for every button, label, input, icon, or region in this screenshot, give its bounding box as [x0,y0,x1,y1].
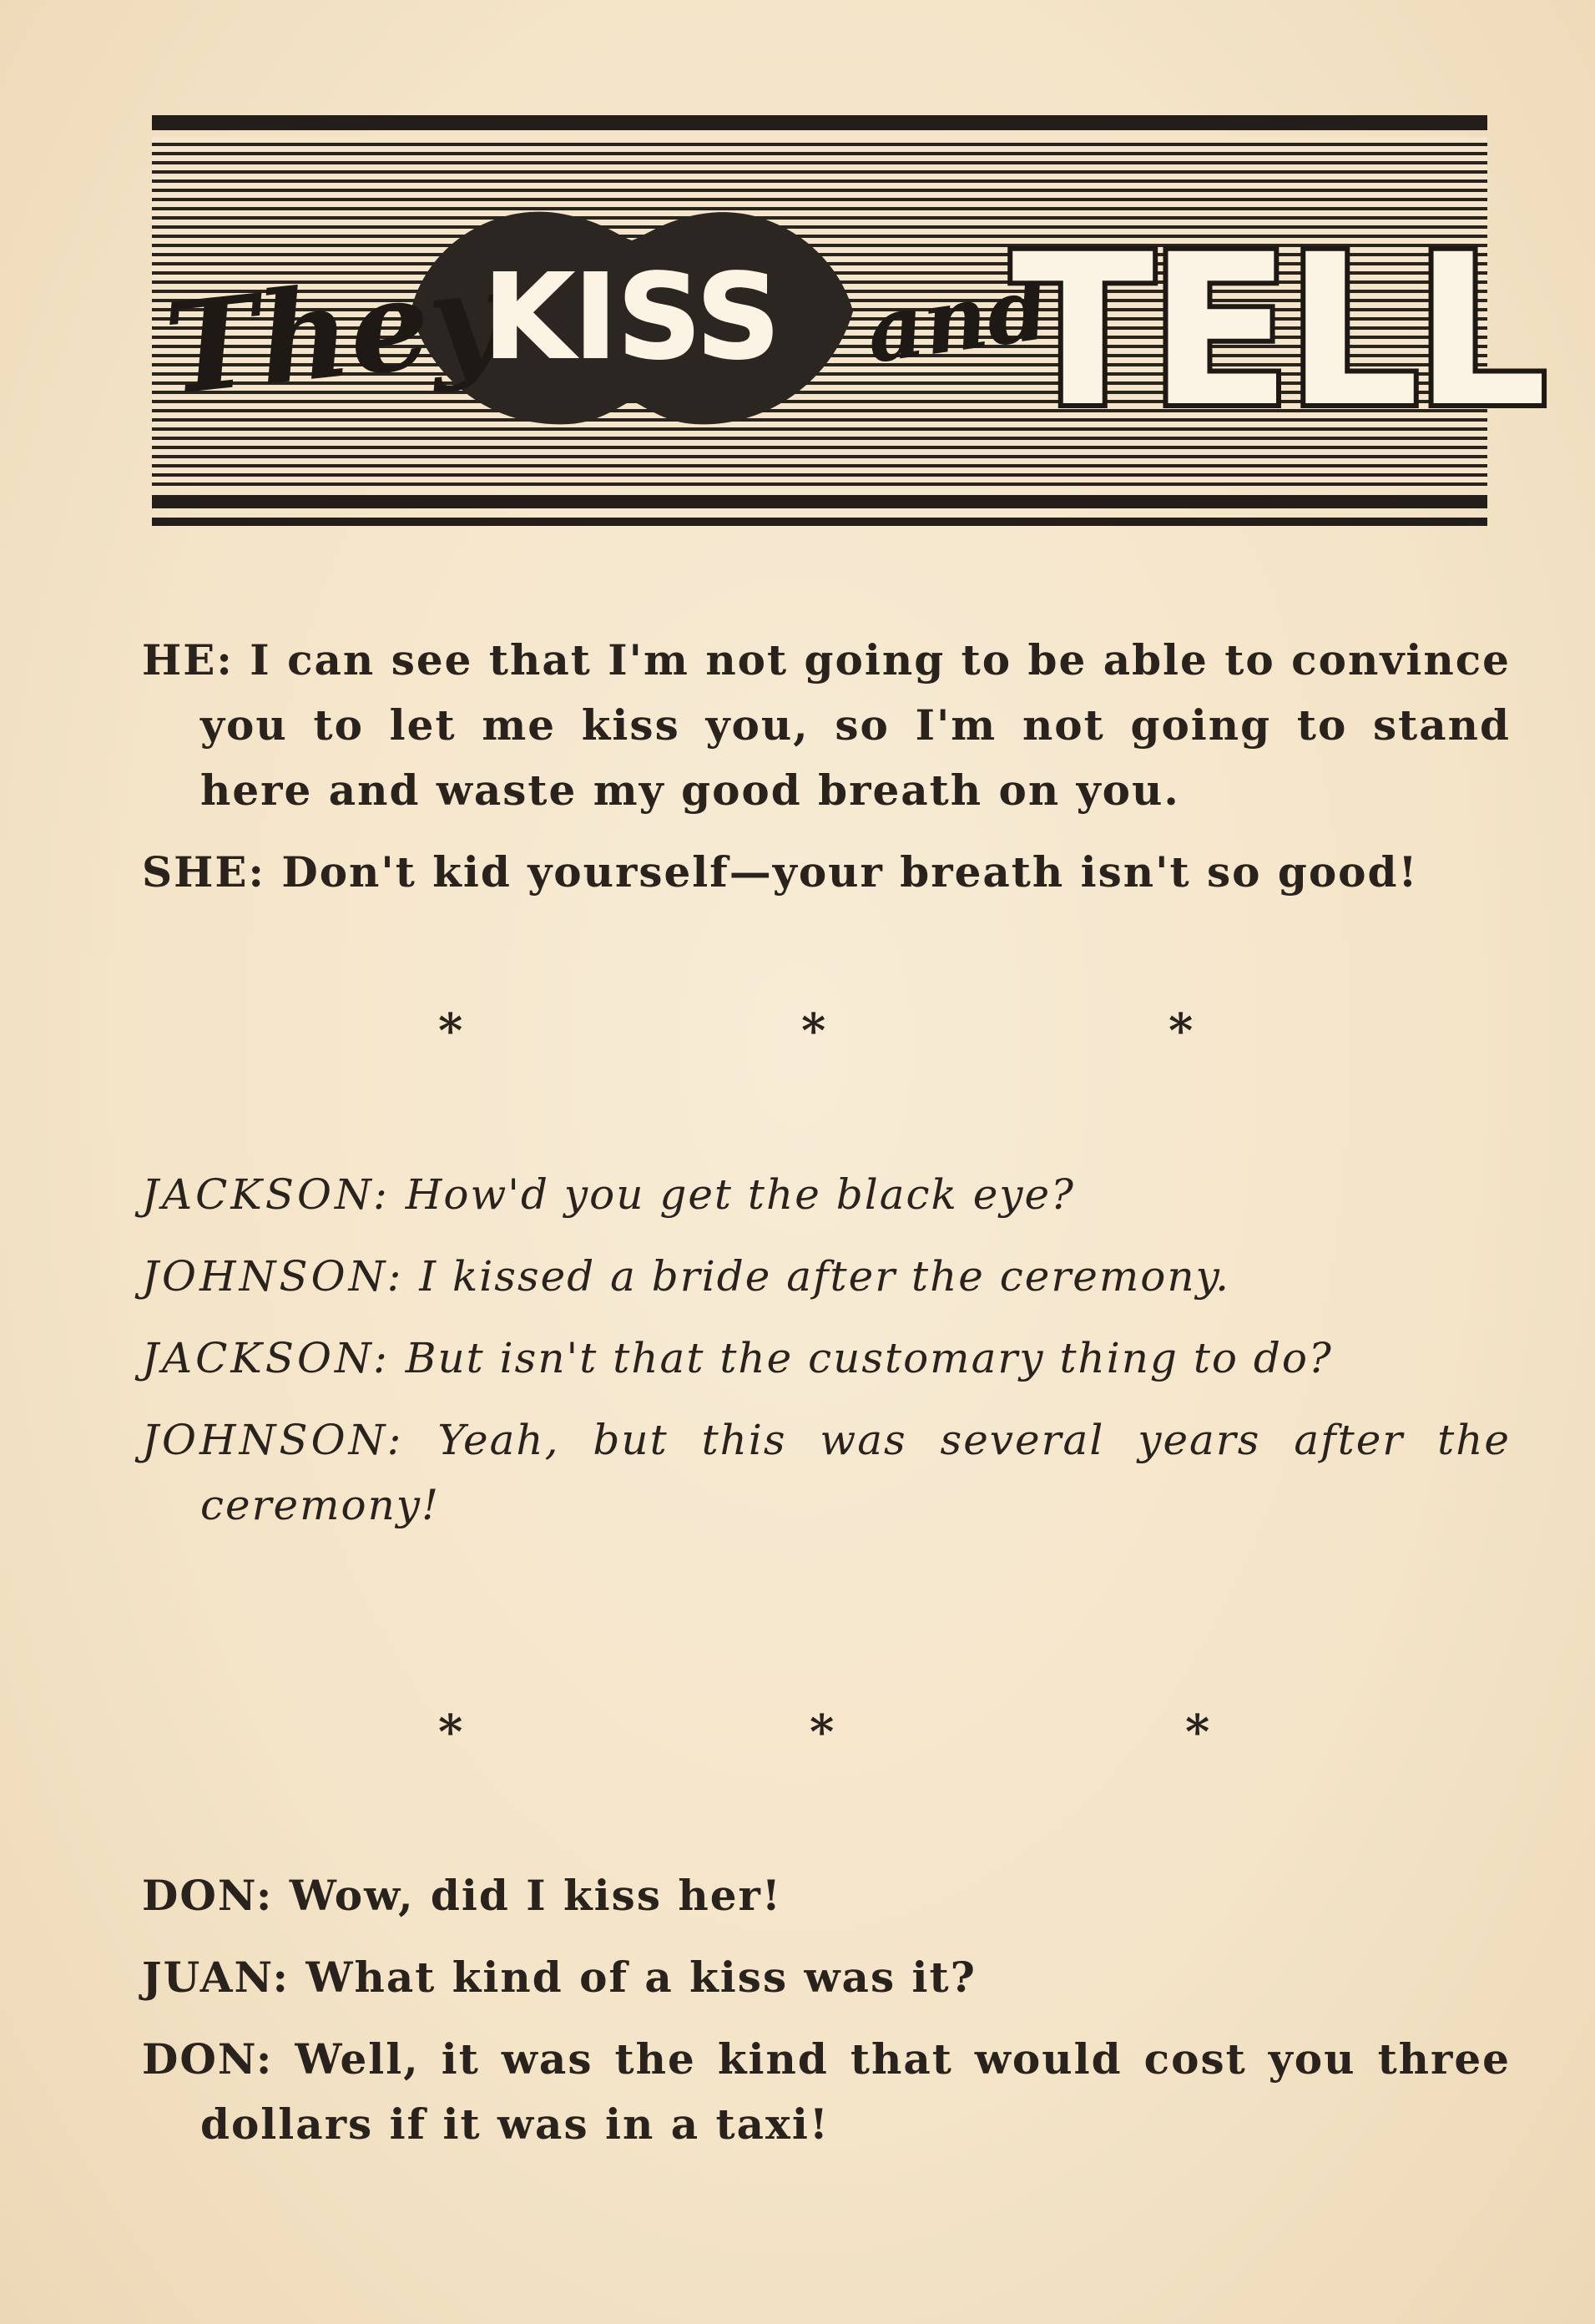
speaker-label: HE: [142,635,234,685]
speaker-label: SHE: [142,847,265,897]
separator-star: * [810,1705,835,1760]
title-word-and: and [860,255,1055,383]
banner-bottom-rule-thin [152,518,1487,526]
title-word-kiss: KISS [483,250,780,386]
dialogue-line [142,1244,1511,1309]
joke-2 [142,1162,1511,1554]
dialogue-text: I kissed a bride after the ceremony. [419,1252,1231,1301]
dialogue-line [142,1162,1511,1227]
title-word-tell: TELL [1012,210,1542,452]
dialogue-text: Yeah, but this was several years after the ceremony! [200,1416,1511,1529]
dialogue-line [142,1407,1511,1538]
dialogue-text: Wow, did I kiss her! [289,1871,782,1920]
separator-star: * [438,1003,463,1058]
title-banner-art [152,115,1542,533]
title-word-they: They [159,242,509,424]
speaker-label: JACKSON: [142,1334,391,1382]
dialogue-line [142,2027,1511,2157]
separator-star: * [1168,1003,1194,1058]
speaker-label: DON: [142,1871,274,1920]
speaker-label: DON: [142,2034,274,2084]
title-banner [152,115,1542,533]
dialogue-text: Well, it was the kind that would cost you three dollars if it was in a taxi! [200,2034,1511,2149]
speaker-label: JOHNSON: [142,1416,405,1464]
dialogue-line [142,1326,1511,1391]
separator-stars [0,1003,1595,1058]
dialogue-text: I can see that I'm not going to be able to convince you to let me kiss you, so I'm not going to stand here and waste my good breath on you. [200,635,1511,815]
separator-star: * [801,1003,826,1058]
dialogue-line [142,1863,1511,1928]
speaker-label: JUAN: [142,1953,290,2002]
dialogue-text: But isn't that the customary thing to do? [405,1334,1333,1382]
separator-star: * [438,1705,463,1760]
dialogue-line [142,628,1511,823]
speaker-label: JACKSON: [142,1170,391,1219]
banner-bottom-rule [152,495,1487,508]
joke-3 [142,1863,1511,2174]
joke-1 [142,628,1511,922]
dialogue-line [142,840,1511,905]
dialogue-line [142,1945,1511,2010]
dialogue-text: What kind of a kiss was it? [305,1953,977,2002]
dialogue-text: How'd you get the black eye? [405,1170,1075,1219]
speaker-label: JOHNSON: [142,1252,405,1301]
banner-top-rule [152,115,1487,130]
separator-stars [0,1705,1595,1760]
dialogue-text: Don't kid yourself—your breath isn't so good! [281,847,1419,897]
separator-star: * [1185,1705,1210,1760]
